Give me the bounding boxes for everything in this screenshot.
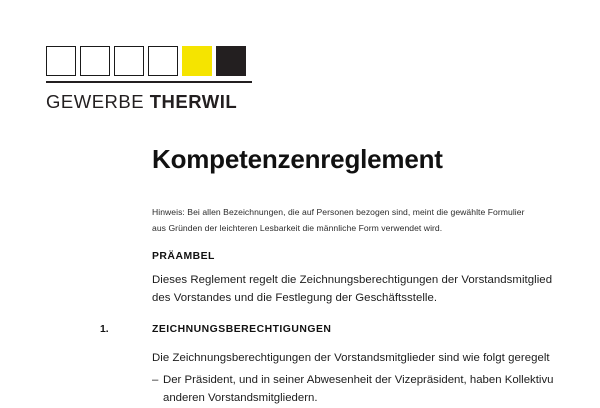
praeambel-line-1: Dieses Reglement regelt die Zeichnungsberechtigungen der Vorstandsmitglied xyxy=(152,274,553,286)
bullet-1-line-2: anderen Vorstandsmitgliedern. xyxy=(163,392,318,405)
hinweis-line-2: aus Gründen der leichteren Lesbarkeit die männliche Form verwendet wird. xyxy=(152,222,443,233)
logo-square-row xyxy=(46,46,266,76)
logo-square-5-yellow xyxy=(182,46,212,76)
logo-word-primary: GEWERBE xyxy=(46,91,145,112)
section-1-number: 1. xyxy=(100,324,109,335)
praeambel-paragraph xyxy=(152,271,600,308)
logo-word-secondary: THERWIL xyxy=(149,91,238,112)
praeambel-line-2: des Vorstandes und die Festlegung der Geschäftsstelle. xyxy=(152,292,438,305)
section-1-intro: Die Zeichnungsberechtigungen der Vorstandsmitglieder sind wie folgt geregelt xyxy=(152,352,550,364)
logo-divider-rule xyxy=(46,81,252,83)
bullet-dash-icon: – xyxy=(152,374,159,386)
section-1-heading: ZEICHNUNGSBERECHTIGUNGEN xyxy=(152,324,332,335)
page-title: Kompetenzenreglement xyxy=(152,144,443,174)
hinweis-note xyxy=(152,205,600,237)
logo-wordmark xyxy=(46,91,266,113)
logo-square-1 xyxy=(46,46,76,76)
gewerbe-therwil-logo xyxy=(46,46,266,113)
logo-square-6-black xyxy=(216,46,246,76)
praeambel-heading: PRÄAMBEL xyxy=(152,251,215,262)
section-1-bullet-1 xyxy=(152,371,600,408)
logo-square-4 xyxy=(148,46,178,76)
hinweis-line-1: Hinweis: Bei allen Bezeichnungen, die auf Personen bezogen sind, meint die gewählte Formulier xyxy=(152,207,525,217)
bullet-1-line-1: Der Präsident, und in seiner Abwesenheit der Vizepräsident, haben Kollektivu xyxy=(163,374,554,386)
logo-square-2 xyxy=(80,46,110,76)
logo-square-3 xyxy=(114,46,144,76)
